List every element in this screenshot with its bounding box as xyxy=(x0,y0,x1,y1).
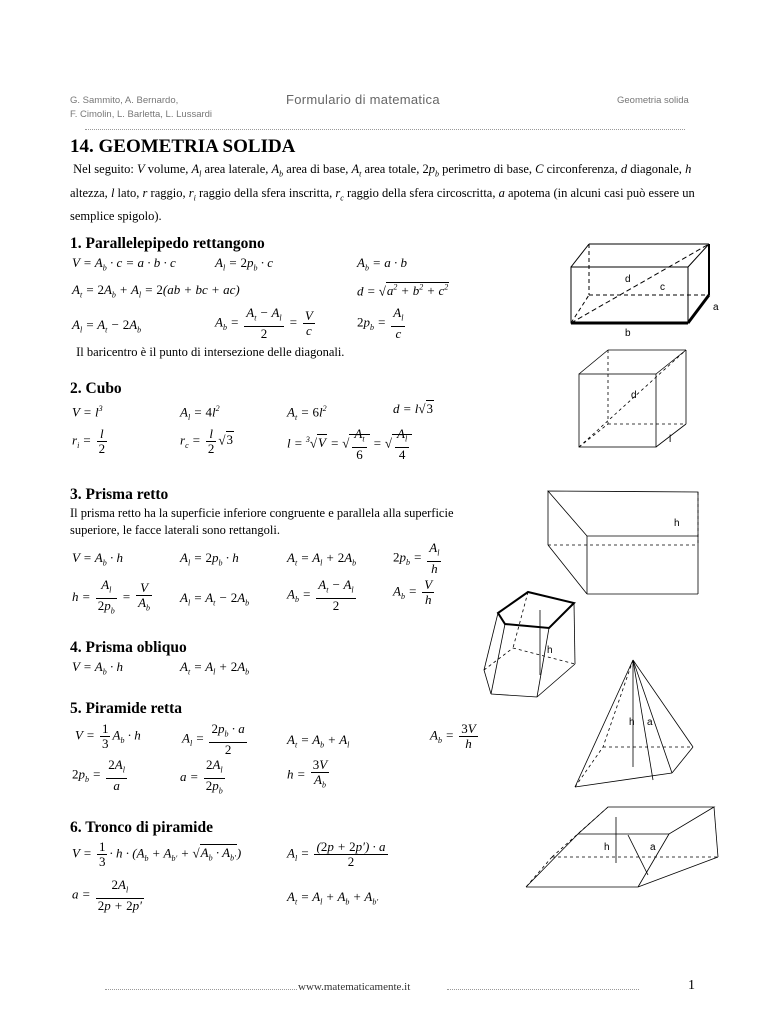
label-c: c xyxy=(660,282,665,293)
figure-parallelepiped xyxy=(545,230,725,340)
header-center-title: Formulario di matematica xyxy=(286,92,440,107)
formula-al2-parallelepiped: $A_l = A_t - 2A_b$ xyxy=(72,317,142,335)
page-number: 1 xyxy=(688,978,695,993)
figure-cube xyxy=(565,340,705,455)
label-h: h xyxy=(547,645,553,656)
formula-volume-oblique-prism: $V = A_b \cdot h$ xyxy=(72,659,123,677)
formula-al-frustum: $A_l$ = $\frac{(2p + 2p') \cdot a}{2}$ xyxy=(287,839,386,869)
label-l: l xyxy=(669,434,672,445)
intro-text: Nel seguito: V volume, $A_l$ area laterale, $A_b$ area di base, $A_t$ area totale, $2p_b$ perimetro di base, C circonferenza, d diagonale, h altezza, l lato, r raggio, $r_i$ raggio della sfera inscritta, $r_c$ raggio della sfera circoscritta, a apotema (in alcuni casi può essere un semplice spigolo). xyxy=(70,162,695,223)
label-h: h xyxy=(629,717,635,728)
formula-2pb-parallelepiped: $2p_b$ = $\frac{A_l}{c}$ xyxy=(357,305,404,341)
label-a: a xyxy=(650,842,656,853)
section-title-right-prism: 3. Prisma retto xyxy=(70,486,169,503)
right-prism-text-2: superiore, le facce laterali sono rettangoli. xyxy=(70,523,280,537)
formula-ab-pyramid: $A_b$ = $\frac{3V}{h}$ xyxy=(430,721,476,751)
formula-diagonal-parallelepiped: $d = √a^2 + b^2 + c^2$ xyxy=(357,283,449,299)
chapter-title: 14. GEOMETRIA SOLIDA xyxy=(70,136,296,157)
figure-right-prism xyxy=(545,488,725,598)
label-h: h xyxy=(604,842,610,853)
formula-ab2-right-prism: $A_b$ = $\frac{V}{h}$ xyxy=(393,577,433,607)
footer-site-link[interactable]: www.matematicamente.it xyxy=(298,981,411,993)
formula-h-pyramid: h = $\frac{3V}{A_b}$ xyxy=(287,757,328,790)
formula-ri-cube: $r_i$ = $\frac{l}{2}$ xyxy=(72,426,106,456)
formula-al-right-prism: $A_l = 2p_b \cdot h$ xyxy=(180,550,239,568)
formula-at-pyramid: $A_t = A_b + A_l$ xyxy=(287,732,350,750)
formula-at-oblique-prism: $A_t = A_l + 2A_b$ xyxy=(180,659,250,677)
header-authors-line2: F. Cimolin, L. Barletta, L. Lussardi xyxy=(70,109,213,120)
formula-volume-right-prism: $V = A_b \cdot h$ xyxy=(72,550,123,568)
formula-at-parallelepiped: $A_t = 2A_b + A_l = 2(ab$ + bc + ac) xyxy=(72,282,240,300)
formula-al2-right-prism: $A_l = A_t - 2A_b$ xyxy=(180,590,250,608)
note-barycenter: Il baricentro è il punto di intersezione delle diagonali. xyxy=(76,345,345,359)
formula-ab-right-prism: $A_b$ = $\frac{A_t - A_l}{2}$ xyxy=(287,577,354,613)
formula-al-parallelepiped: $A_l = 2p_b \cdot c$ xyxy=(215,255,273,273)
formula-al-cube: $A_l = 4l^2$ xyxy=(180,404,220,422)
header-right-title: Geometria solida xyxy=(617,95,689,106)
label-h: h xyxy=(674,518,680,529)
label-a: a xyxy=(647,717,653,728)
figure-pyramid xyxy=(565,655,705,795)
label-b: b xyxy=(625,328,631,339)
formula-ab-parallelepiped: $A_b = a \cdot b$ xyxy=(357,255,407,273)
formula-at-frustum: $A_t = A_l + A_b + A_{b'}$ xyxy=(287,889,379,907)
section-title-pyramid: 5. Piramide retta xyxy=(70,700,183,717)
formula-ab2-parallelepiped: $A_b$ = $\frac{A_t - A_l}{2}$ = $\frac{V}{c}$ xyxy=(215,305,313,341)
formula-2pb-right-prism: $2p_b$ = $\frac{A_l}{h}$ xyxy=(393,540,440,576)
section-title-parallelepiped: 1. Parallelepipedo rettangono xyxy=(70,235,265,252)
formula-l-cube: l = $^3$√V = √ $\frac{A_t}{6}$ = √ $\frac{A_l}{4}$ xyxy=(287,427,412,462)
formula-volume-parallelepiped: $V = A_b \cdot c = a \cdot b \cdot c$ xyxy=(72,255,176,273)
formula-2pb-pyramid: $2p_b$ = $\frac{2A_l}{a}$ xyxy=(72,757,125,793)
header-divider xyxy=(85,129,685,130)
section-title-frustum: 6. Tronco di piramide xyxy=(70,819,213,836)
right-prism-text-1: Il prisma retto ha la superficie inferiore congruente e parallela alla superficie xyxy=(70,506,454,520)
section-title-cube: 2. Cubo xyxy=(70,380,122,397)
footer-divider-left xyxy=(105,989,297,990)
formula-al-pyramid: $A_l$ = $\frac{2p_b \cdot a}{2}$ xyxy=(182,721,245,757)
formula-at-cube: $A_t = 6l^2$ xyxy=(287,404,327,422)
label-d: d xyxy=(631,390,637,401)
section-title-oblique-prism: 4. Prisma obliquo xyxy=(70,639,187,656)
footer-divider-right xyxy=(447,989,639,990)
figure-frustum xyxy=(520,805,725,895)
formula-volume-cube: $V = l^3$ xyxy=(72,404,103,420)
header-authors-line1: G. Sammito, A. Bernardo, xyxy=(70,95,179,106)
formula-at-right-prism: $A_t = A_l + 2A_b$ xyxy=(287,550,357,568)
formula-apothem-pyramid: a = $\frac{2A_l}{2p_b}$ xyxy=(180,757,223,796)
label-d: d xyxy=(625,274,631,285)
formula-diagonal-cube: d = l√3 xyxy=(393,401,434,416)
formula-apothem-frustum: a = $\frac{2A_l}{2p + 2p'}$ xyxy=(72,877,142,913)
formula-volume-pyramid: V = $\frac{1}{3}$ $A_b \cdot h$ xyxy=(75,721,141,751)
label-a: a xyxy=(713,302,719,313)
formula-volume-frustum: V = $\frac{1}{3}$ · $h \cdot (A_b + A_{b'} + √A_b \cdot A_{b'})$ xyxy=(72,839,242,869)
formula-h-right-prism: h = $\frac{A_l}{2p_b}$ = $\frac{V}{A_b}$ xyxy=(72,577,151,616)
formula-rc-cube: $r_c$ = $\frac{l}{2}$ √3 xyxy=(180,426,234,456)
